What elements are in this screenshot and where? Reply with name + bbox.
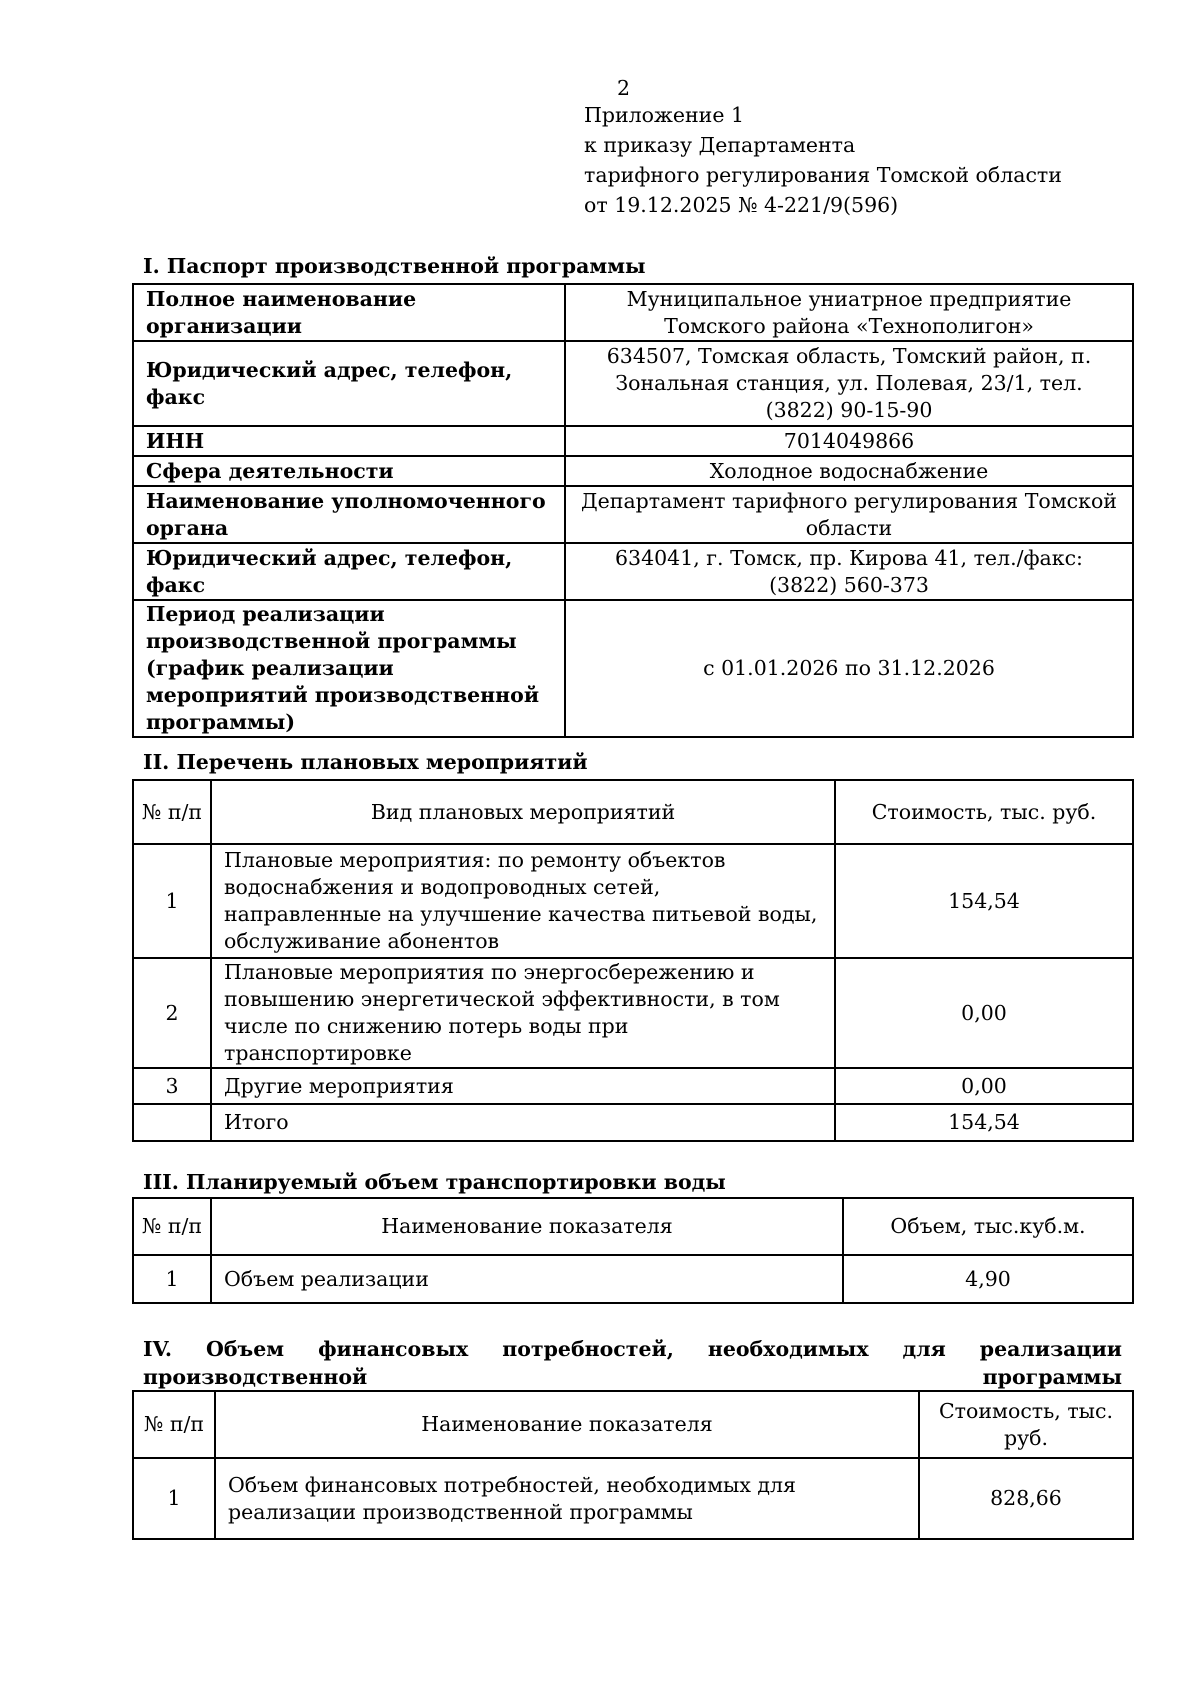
appendix-header (584, 100, 1062, 220)
section-4-title: IV. Объем финансовых потребностей, необходимых для реализации производственной программы (143, 1337, 1122, 1389)
column-header-num: № п/п (133, 780, 211, 844)
table-row (133, 456, 1133, 486)
passport-label: Наименование уполномоченного органа (133, 486, 565, 543)
passport-value: Холодное водоснабжение (565, 456, 1133, 486)
table-row (133, 600, 1133, 737)
passport-label: Полное наименование организации (133, 284, 565, 341)
column-header-num: № п/п (133, 1391, 215, 1458)
row-number: 1 (133, 1458, 215, 1539)
row-number: 2 (133, 958, 211, 1068)
row-number: 1 (133, 1255, 211, 1303)
passport-value: с 01.01.2026 по 31.12.2026 (565, 600, 1133, 737)
column-header-activity: Вид плановых мероприятий (211, 780, 835, 844)
passport-label: Юридический адрес, телефон, факс (133, 543, 565, 600)
passport-value: 634041, г. Томск, пр. Кирова 41, тел./факс: (3822) 560-373 (565, 543, 1133, 600)
activity-cost: 154,54 (835, 844, 1133, 958)
table-row (133, 1255, 1133, 1303)
passport-label: Юридический адрес, телефон, факс (133, 341, 565, 426)
planned-activities-table (132, 779, 1134, 1142)
appendix-line-1: Приложение 1 (584, 103, 745, 127)
column-header-indicator: Наименование показателя (215, 1391, 919, 1458)
table-row (133, 543, 1133, 600)
passport-label: Период реализации производственной программы (график реализации мероприятий производственной программы) (133, 600, 565, 737)
page-number: 2 (617, 76, 631, 100)
passport-label: ИНН (133, 426, 565, 456)
appendix-line-3: тарифного регулирования Томской области (584, 163, 1062, 187)
table-row (133, 426, 1133, 456)
row-number (133, 1104, 211, 1141)
table-header-row (133, 1391, 1133, 1458)
table-row (133, 1458, 1133, 1539)
row-number: 1 (133, 844, 211, 958)
table-row (133, 958, 1133, 1068)
column-header-volume: Объем, тыс.куб.м. (843, 1198, 1133, 1255)
table-header-row (133, 1198, 1133, 1255)
total-label: Итого (211, 1104, 835, 1141)
section-3-title: III. Планируемый объем транспортировки воды (143, 1170, 726, 1194)
table-row (133, 284, 1133, 341)
table-row (133, 1068, 1133, 1104)
activity-name: Другие мероприятия (211, 1068, 835, 1104)
table-row (133, 844, 1133, 958)
passport-value: Муниципальное униатрное предприятие Томского района «Технополигон» (565, 284, 1133, 341)
activity-name: Плановые мероприятия по энергосбережению и повышению энергетической эффективности, в том числе по снижению потерь воды при транспортировке (211, 958, 835, 1068)
column-header-cost: Стоимость, тыс. руб. (919, 1391, 1133, 1458)
indicator-name: Объем реализации (211, 1255, 843, 1303)
passport-table (132, 283, 1134, 738)
column-header-indicator: Наименование показателя (211, 1198, 843, 1255)
table-row (133, 341, 1133, 426)
column-header-num: № п/п (133, 1198, 211, 1255)
passport-label: Сфера деятельности (133, 456, 565, 486)
transport-volume-table (132, 1197, 1134, 1304)
section-1-title: I. Паспорт производственной программы (143, 254, 646, 278)
financial-needs-table (132, 1390, 1134, 1540)
row-number: 3 (133, 1068, 211, 1104)
indicator-cost: 828,66 (919, 1458, 1133, 1539)
table-row (133, 486, 1133, 543)
passport-value: 634507, Томская область, Томский район, п. Зональная станция, ул. Полевая, 23/1, тел. (3822) 90-15-90 (565, 341, 1133, 426)
activity-cost: 0,00 (835, 1068, 1133, 1104)
column-header-cost: Стоимость, тыс. руб. (835, 780, 1133, 844)
passport-value: Департамент тарифного регулирования Томской области (565, 486, 1133, 543)
activity-name: Плановые мероприятия: по ремонту объектов водоснабжения и водопроводных сетей, направленные на улучшение качества питьевой воды, обслуживание абонентов (211, 844, 835, 958)
activity-cost: 0,00 (835, 958, 1133, 1068)
table-total-row (133, 1104, 1133, 1141)
total-cost: 154,54 (835, 1104, 1133, 1141)
passport-value: 7014049866 (565, 426, 1133, 456)
appendix-line-4: от 19.12.2025 № 4-221/9(596) (584, 193, 899, 217)
appendix-line-2: к приказу Департамента (584, 133, 856, 157)
indicator-volume: 4,90 (843, 1255, 1133, 1303)
table-header-row (133, 780, 1133, 844)
indicator-name: Объем финансовых потребностей, необходимых для реализации производственной программы (215, 1458, 919, 1539)
section-2-title: II. Перечень плановых мероприятий (143, 750, 588, 774)
